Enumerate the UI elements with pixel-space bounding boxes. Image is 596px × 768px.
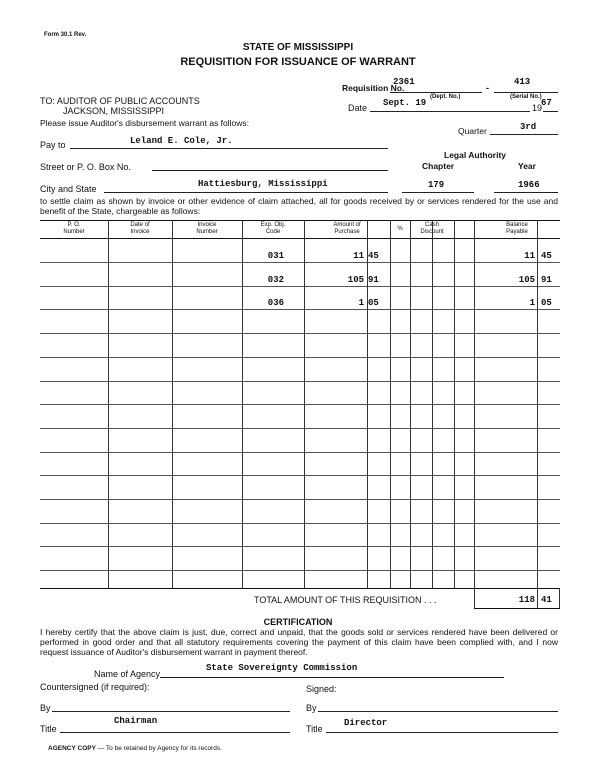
by-label-right: By — [306, 703, 317, 713]
footer-text: — To be retained by Agency for its records. — [95, 745, 222, 752]
row1-amount-cents[interactable]: 45 — [368, 251, 379, 261]
row3-amount-dollars[interactable]: 1 — [358, 298, 364, 308]
state-title: STATE OF MISSISSIPPI — [242, 42, 354, 53]
serial-no-value[interactable]: 413 — [514, 77, 531, 87]
title-left-value[interactable]: Chairman — [114, 716, 158, 726]
table-column-line — [108, 220, 109, 588]
signed-label: Signed: — [306, 684, 337, 694]
requisition-label: Requisition No. — [342, 83, 405, 93]
total-dollars[interactable]: 118 — [518, 595, 535, 605]
row2-amount-cents[interactable]: 91 — [368, 275, 379, 285]
table-row-line — [40, 546, 560, 547]
total-column-line — [559, 588, 560, 608]
title-label-right: Title — [306, 724, 323, 734]
form-title: REQUISITION FOR ISSUANCE OF WARRANT — [180, 56, 416, 68]
row1-amount-dollars[interactable]: 11 — [353, 251, 364, 261]
quarter-value[interactable]: 3rd — [520, 122, 537, 132]
agency-label: Name of Agency — [94, 669, 161, 679]
street-label: Street or P. O. Box No. — [40, 162, 131, 172]
to-line2: JACKSON, MISSISSIPPI — [63, 106, 165, 116]
title-label-left: Title — [40, 724, 57, 734]
year-prefix: 19 — [532, 103, 543, 113]
footer-agency-copy: AGENCY COPY — [48, 745, 96, 752]
row2-balance-cents[interactable]: 91 — [541, 275, 552, 285]
countersigned-label: Countersigned (if required): — [40, 682, 150, 692]
table-row-line — [40, 333, 560, 334]
title-right-value[interactable]: Director — [344, 718, 388, 728]
header-percent: % — [397, 226, 403, 232]
table-row-line — [40, 286, 560, 287]
city-label: City and State — [40, 184, 97, 194]
serial-no-label: (Serial No.) — [510, 94, 542, 100]
date-year[interactable]: 67 — [541, 98, 552, 108]
row3-balance-cents[interactable]: 05 — [541, 298, 552, 308]
header-balance-payable: Balance Payable — [506, 222, 528, 235]
date-label: Date — [348, 103, 368, 113]
table-row-line — [40, 499, 560, 500]
table-column-line — [390, 220, 391, 588]
row3-balance-dollars[interactable]: 1 — [529, 298, 535, 308]
row3-exp-obj[interactable]: 036 — [267, 298, 284, 308]
footer-note — [48, 745, 222, 752]
table-row-line — [40, 452, 560, 453]
row2-amount-dollars[interactable]: 105 — [347, 275, 364, 285]
total-column-line — [537, 588, 538, 608]
table-row-line — [40, 309, 560, 310]
pay-to-value[interactable]: Leland E. Cole, Jr. — [130, 136, 233, 146]
table-row-line — [40, 262, 560, 263]
table-column-line — [242, 220, 243, 588]
certification-text: I hereby certify that the above claim is just, due, correct and unpaid, that the goods sold or services rendered have been delivered or performed in good order and that all statutory requirements covering the payment of this claim have been complied with, and I now request issuance of Auditor's disbursement warrant in payment thereof. — [40, 627, 558, 657]
claim-table — [40, 220, 560, 610]
header-date-of-invoice: Date of Invoice — [130, 222, 150, 235]
header-exp-obj-code: Exp. Obj. Code — [260, 222, 286, 235]
table-column-line — [432, 220, 433, 588]
total-column-line — [474, 588, 475, 608]
row2-exp-obj[interactable]: 032 — [267, 275, 284, 285]
header-cash-discount: Cash Discount — [420, 222, 444, 235]
certification-title: CERTIFICATION — [263, 617, 333, 627]
by-label-left: By — [40, 703, 51, 713]
dept-no-value[interactable]: 2361 — [393, 77, 415, 87]
city-value[interactable]: Hattiesburg, Mississippi — [198, 179, 328, 189]
row3-amount-cents[interactable]: 05 — [368, 298, 379, 308]
total-label: TOTAL AMOUNT OF THIS REQUISITION . . . — [254, 595, 437, 605]
header-invoice-number: Invoice Number — [196, 222, 218, 235]
header-po-number: P. O. Number — [63, 222, 85, 235]
table-row-line — [40, 428, 560, 429]
year-label: Year — [518, 161, 536, 171]
row2-balance-dollars[interactable]: 105 — [518, 275, 535, 285]
settle-text: to settle claim as shown by invoice or other evidence of claim attached, all for goods received by or services rendered for the use and benefit of the State, chargeable as follows: — [40, 196, 558, 216]
pay-to-label: Pay to — [40, 140, 66, 150]
to-line1: TO: AUDITOR OF PUBLIC ACCOUNTS — [40, 96, 200, 106]
legal-year-value[interactable]: 1966 — [518, 180, 540, 190]
chapter-label: Chapter — [422, 161, 455, 171]
instruction-text: Please issue Auditor's disbursement warrant as follows: — [40, 118, 250, 128]
row1-balance-cents[interactable]: 45 — [541, 251, 552, 261]
table-row-line — [40, 357, 560, 358]
legal-authority-label: Legal Authority — [444, 150, 507, 160]
table-column-line — [304, 220, 305, 588]
quarter-label: Quarter — [458, 126, 487, 136]
requisition-dash: - — [486, 83, 489, 93]
dept-no-label: (Dept. No.) — [430, 94, 461, 100]
header-amount-of-purchase: Amount of Purchase — [333, 222, 361, 235]
table-bottom-line — [40, 588, 560, 589]
table-column-line — [410, 220, 411, 588]
row1-balance-dollars[interactable]: 11 — [524, 251, 535, 261]
table-column-line — [537, 220, 538, 588]
table-column-line — [172, 220, 173, 588]
agency-value[interactable]: State Sovereignty Commission — [206, 663, 358, 673]
table-row-line — [40, 404, 560, 405]
date-value[interactable]: Sept. 19 — [383, 98, 427, 108]
total-cents[interactable]: 41 — [541, 595, 552, 605]
form-number: Form 30.1 Rev. — [44, 32, 87, 38]
table-column-line — [474, 220, 475, 588]
row1-exp-obj[interactable]: 031 — [267, 251, 284, 261]
table-total-line — [474, 608, 560, 609]
table-row-line — [40, 523, 560, 524]
table-row-line — [40, 381, 560, 382]
table-row-line — [40, 570, 560, 571]
table-column-line — [454, 220, 455, 588]
table-row-line — [40, 475, 560, 476]
chapter-value[interactable]: 179 — [428, 180, 445, 190]
